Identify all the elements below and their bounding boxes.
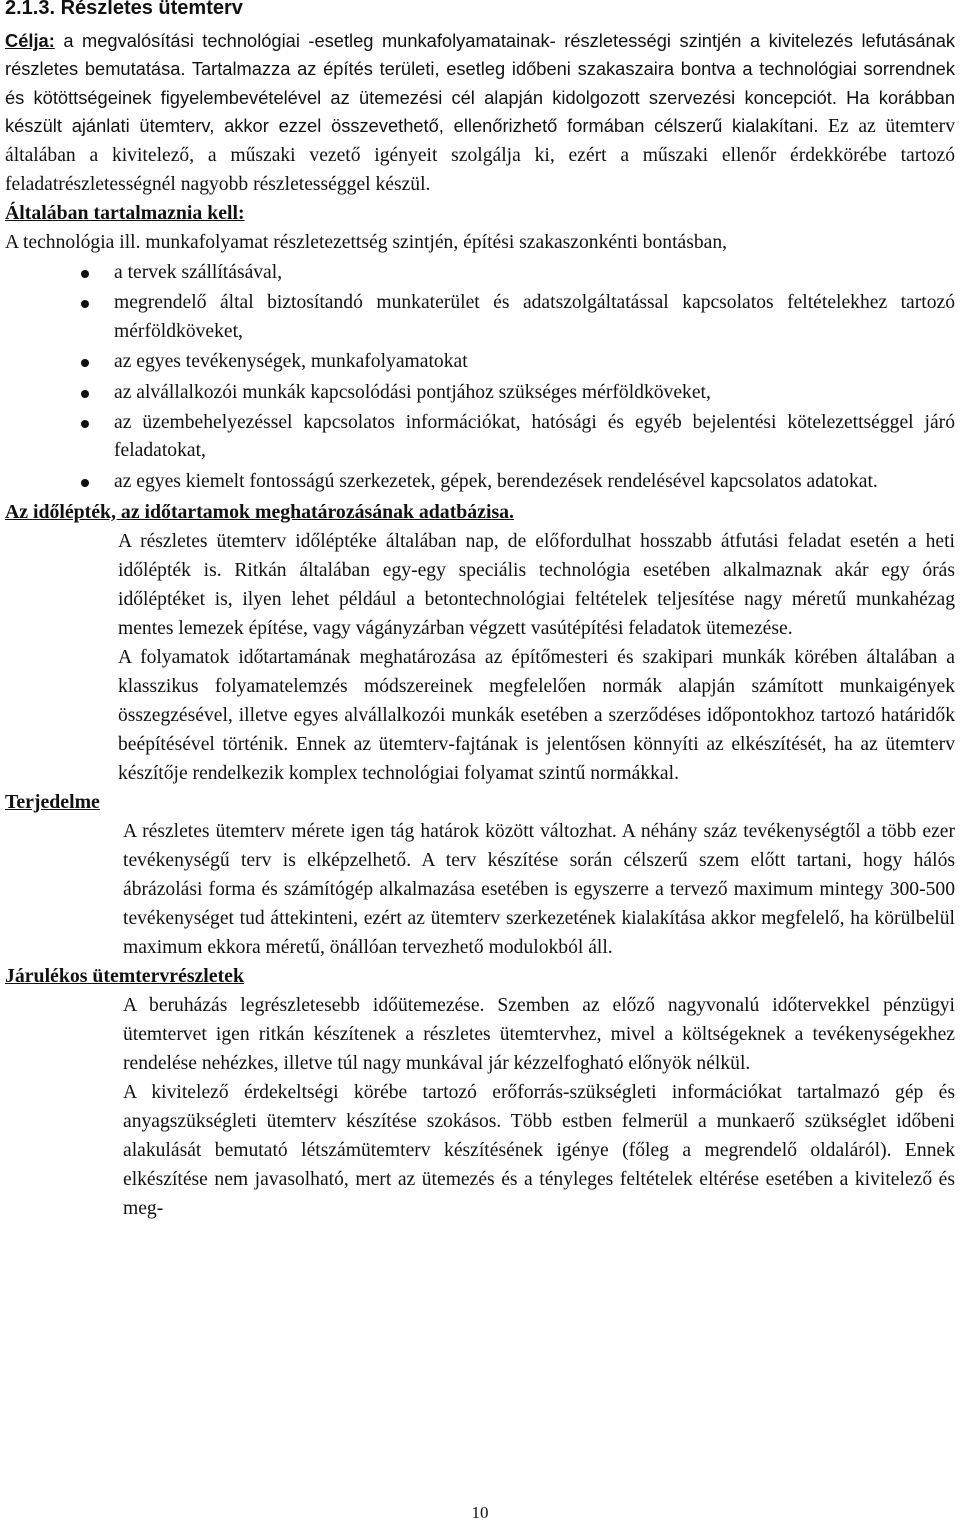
scope-title: Terjedelme bbox=[5, 790, 100, 813]
section-title: 2.1.3. Részletes ütemterv bbox=[5, 0, 243, 19]
supplementary-paragraph-2: A kivitelező érdekeltségi körébe tartozó erőforrás-szükségleti információkat tartalmazó gép és anyagszükségleti ütemterv készítése szokásos. Több estben felmerül a munkaerő szükséglet időbeni alakulását bemutató létszámütemterv készítésének igénye (főleg a megrendelő oldaláról). Ennek elkészítése nem javasolható, mert az ütemezés és a tényleges feltételek eltérése esetében a kivitelező és meg- bbox=[123, 1081, 955, 1219]
timescale-paragraph-2: A folyamatok időtartamának meghatározása az építőmesteri és szakipari munkák körében általában a klasszikus folyamatelemzés módszereinek megfelelően normák alapján számított munkaigények összegzésével, illetve egyes alvállalkozói munkák esetében a szerződéses időpontokhoz tartozó határidők beépítésével történik. Ennek az ütemterv-fajtának is jelentősen könnyíti az elkészítését, ha az ütemterv készítője rendelkezik komplex technológiai folyamat szintű normákkal. bbox=[118, 646, 955, 784]
list-item: az üzembehelyezéssel kapcsolatos információkat, hatósági és egyéb bejelentési kötelezettséggel járó feladatokat, bbox=[5, 409, 955, 466]
list-item: az alvállalkozói munkák kapcsolódási pontjához szükséges mérföldköveket, bbox=[5, 379, 955, 408]
bullet-icon bbox=[81, 390, 89, 398]
bullet-icon bbox=[81, 359, 89, 367]
list-item: a tervek szállításával, bbox=[5, 259, 955, 288]
scope-paragraph: A részletes ütemterv mérete igen tág határok között változhat. A néhány száz tevékenységtől a több ezer tevékenységű terv is elképzelhető. A terv készítése során célszerű szem előtt tartani, hogy hálós ábrázolási forma és számítógép alkalmazása esetében is egyszerre a tervező maximum mintegy 300-500 tevékenységet tud áttekinteni, ezért az ütemterv szerkezetének kialakítása akkor megfelelő, ha körülbelül maximum ekkora méretű, önállóan tervezhető modulokból áll. bbox=[123, 820, 955, 958]
bullet-icon bbox=[81, 300, 89, 308]
supplementary-paragraph-1: A beruházás legrészletesebb időütemezése. Szemben az előző nagyvonalú időtervekkel pénzügyi ütemtervet igen ritkán készítenek a részletes ütemtervhez, mivel a költségeknek a tevékenységekhez rendelése nehézkes, illetve túl nagy munkával jár kézzelfogható előnyök nélkül. bbox=[123, 994, 955, 1074]
list-item: megrendelő által biztosítandó munkaterület és adatszolgáltatással kapcsolatos feltételekhez tartozó mérföldköveket, bbox=[5, 289, 955, 346]
list-item: az egyes kiemelt fontosságú szerkezetek, gépek, berendezések rendelésével kapcsolatos adatokat. bbox=[5, 468, 955, 497]
list-item: az egyes tevékenységek, munkafolyamatokat bbox=[5, 348, 955, 377]
contents-bullet-list bbox=[5, 259, 955, 496]
bullet-icon bbox=[81, 270, 89, 278]
timescale-paragraph-1: A részletes ütemterv időléptéke általában nap, de előfordulhat hosszabb átfutási feladat esetén a heti időlépték is. Ritkán általában egy-egy speciális technológia esetében alkalmaznak akár egy órás időléptéket is, ilyen lehet például a betontechnológiai feltételek teljesítése nagy méretű munkahézag mentes lemezek építése, vagy vágányzárban végzett vasútépítési feladatok ütemezése. bbox=[118, 530, 955, 639]
contents-title: Általában tartalmaznia kell: bbox=[5, 202, 245, 225]
intro-text: a megvalósítási technológiai -esetleg munkafolyamatainak- részletességi szintjén a kivitelezés lefutásának részletes bemutatása. Tartalmazza az építés területi, esetleg időbeni szakaszaira bontva a technológiai sorrendnek és kötöttségeinek figyelembevételével az ütemezési cél alapján kidolgozott szervezési koncepciót. Ha korábban készült ajánlati ütemterv, akkor ezzel összevethető, ellenőrizhető formában célszerű kialakítani. bbox=[5, 30, 955, 137]
intro-label: Célja: bbox=[5, 30, 55, 51]
bullet-icon bbox=[81, 479, 89, 487]
timescale-title: Az időlépték, az időtartamok meghatározásának adatbázisa. bbox=[5, 500, 514, 523]
supplementary-title: Járulékos ütemtervrészletek bbox=[5, 964, 244, 987]
bullet-icon bbox=[81, 420, 89, 428]
page-number: 10 bbox=[471, 1503, 489, 1522]
intro-text-serif: Ez az ütemterv általában a kivitelező, a műszaki vezető igényeit szolgálja ki, ezért a műszaki ellenőr érdekkörébe tartozó feladatrészletességnél nagyobb részletességgel készül. bbox=[5, 116, 955, 196]
intro-paragraph bbox=[5, 27, 955, 199]
document-page bbox=[5, 0, 955, 1223]
contents-lead: A technológia ill. munkafolyamat részletezettség szintjén, építési szakaszonkénti bontásban, bbox=[5, 232, 728, 254]
